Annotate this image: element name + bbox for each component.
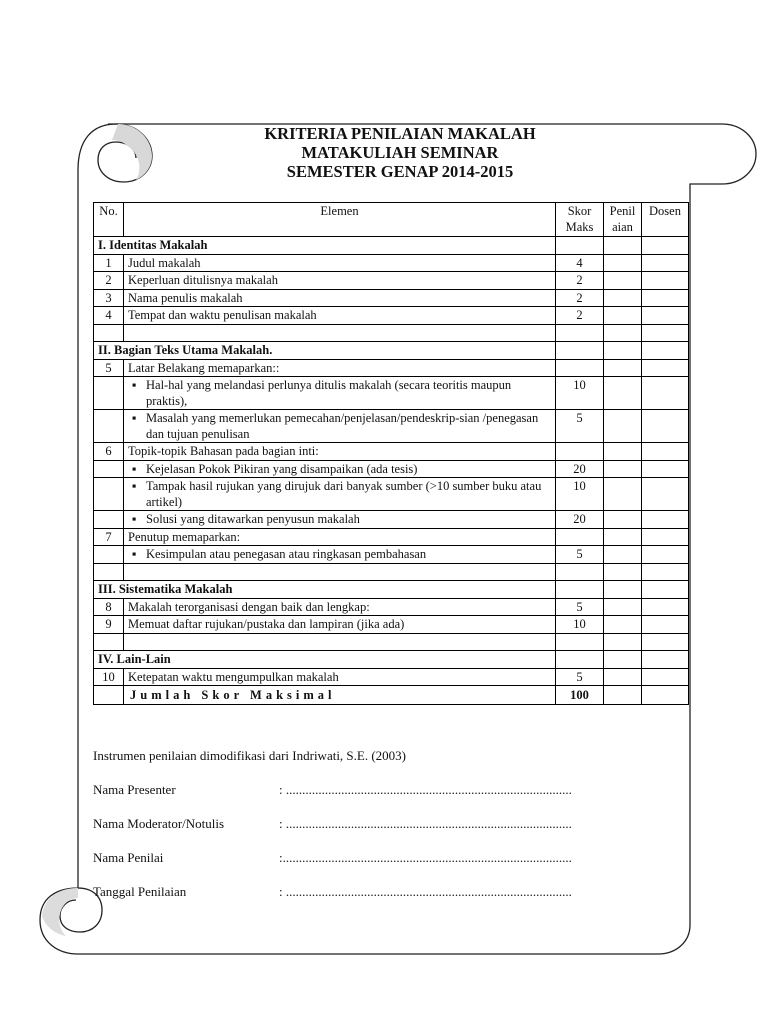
row-elemen-text: Ketepatan waktu mengumpulkan makalah	[128, 669, 339, 684]
form-field-blank: :.........................................................................................	[279, 850, 572, 865]
bullet-item-text: ▪ Kesimpulan atau penegasan atau ringkasan pembahasan	[128, 546, 551, 562]
row-penilaian	[604, 633, 642, 651]
row-elemen	[124, 377, 556, 410]
row-penilaian	[604, 686, 642, 705]
table-row	[94, 546, 689, 564]
row-penilaian	[604, 598, 642, 616]
form-field-label: Nama Presenter	[93, 782, 176, 797]
row-elemen	[124, 668, 556, 686]
row-penilaian	[604, 272, 642, 290]
row-elemen	[124, 254, 556, 272]
row-penilaian	[604, 377, 642, 410]
row-skor: 5	[556, 546, 604, 564]
row-penilaian	[604, 563, 642, 581]
row-penilaian	[604, 511, 642, 529]
bullet-item-text: ▪ Hal-hal yang melandasi perlunya ditulis makalah (secara teoritis maupun praktis),	[128, 377, 551, 409]
row-no: 4	[94, 307, 124, 325]
section-heading-row	[94, 581, 689, 599]
row-penilaian	[604, 237, 642, 255]
row-no	[94, 410, 124, 443]
row-penilaian	[604, 581, 642, 599]
row-penilaian	[604, 254, 642, 272]
table-row	[94, 410, 689, 443]
row-penilaian	[604, 528, 642, 546]
form-field	[93, 884, 572, 900]
row-dosen	[642, 598, 689, 616]
row-penilaian	[604, 307, 642, 325]
row-dosen	[642, 307, 689, 325]
row-dosen	[642, 359, 689, 377]
header-dosen: Dosen	[642, 203, 689, 237]
row-elemen	[124, 307, 556, 325]
row-dosen	[642, 410, 689, 443]
row-elemen	[124, 528, 556, 546]
criteria-table	[93, 202, 689, 705]
row-skor	[556, 342, 604, 360]
row-no: 10	[94, 668, 124, 686]
form-field	[93, 850, 572, 866]
row-penilaian	[604, 668, 642, 686]
row-elemen-text: Keperluan ditulisnya makalah	[128, 273, 278, 287]
row-skor	[556, 651, 604, 669]
form-field-label: Nama Penilai	[93, 850, 164, 865]
row-dosen	[642, 272, 689, 290]
section-heading-row	[94, 342, 689, 360]
row-skor: 5	[556, 410, 604, 443]
row-skor: 20	[556, 460, 604, 478]
header-skor: Skor Maks	[556, 203, 604, 237]
document-title-line1: KRITERIA PENILAIAN MAKALAH	[264, 124, 536, 143]
row-elemen-text: Judul makalah	[128, 255, 201, 270]
table-row	[94, 359, 689, 377]
row-no: 5	[94, 359, 124, 377]
table-spacer-row	[94, 563, 689, 581]
table-row	[94, 478, 689, 511]
header-elemen: Elemen	[124, 203, 556, 237]
row-skor: 5	[556, 598, 604, 616]
table-spacer-row	[94, 324, 689, 342]
row-no: 6	[94, 443, 124, 461]
row-skor: 5	[556, 668, 604, 686]
row-no	[94, 478, 124, 511]
row-no	[94, 511, 124, 529]
row-penilaian	[604, 443, 642, 461]
row-penilaian	[604, 460, 642, 478]
row-elemen-text: Memuat daftar rujukan/pustaka dan lampiran (jika ada)	[128, 617, 405, 631]
row-elemen	[124, 633, 556, 651]
form-field-label: Tanggal Penilaian	[93, 884, 187, 899]
table-row	[94, 668, 689, 686]
row-elemen	[124, 443, 556, 461]
form-field-blank: : ........................................................................................	[279, 816, 572, 831]
row-dosen	[642, 254, 689, 272]
table-row	[94, 289, 689, 307]
row-penilaian	[604, 410, 642, 443]
row-elemen	[124, 546, 556, 564]
row-skor	[556, 528, 604, 546]
total-row	[94, 686, 689, 705]
row-skor	[556, 324, 604, 342]
row-penilaian	[604, 478, 642, 511]
row-dosen	[642, 289, 689, 307]
section-heading: III. Sistematika Makalah	[94, 581, 556, 599]
row-elemen	[124, 460, 556, 478]
section-heading: IV. Lain-Lain	[94, 651, 556, 669]
row-penilaian	[604, 342, 642, 360]
row-elemen-text: Latar Belakang memaparkan::	[128, 360, 280, 375]
row-skor	[556, 443, 604, 461]
row-skor	[556, 237, 604, 255]
row-dosen	[642, 686, 689, 705]
row-elemen-text: Penutup memaparkan:	[128, 529, 241, 544]
table-row	[94, 443, 689, 461]
row-elemen-text: Nama penulis makalah	[128, 290, 243, 305]
row-elemen-text: Makalah terorganisasi dengan baik dan lengkap:	[128, 599, 370, 614]
row-elemen	[124, 563, 556, 581]
row-skor	[556, 563, 604, 581]
table-row	[94, 254, 689, 272]
row-skor: 10	[556, 616, 604, 634]
row-no	[94, 563, 124, 581]
row-elemen-text: Topik-topik Bahasan pada bagian inti:	[128, 444, 319, 458]
row-dosen	[642, 342, 689, 360]
row-dosen	[642, 528, 689, 546]
row-no: 8	[94, 598, 124, 616]
row-dosen	[642, 237, 689, 255]
table-row	[94, 598, 689, 616]
bullet-item-text: ▪ Masalah yang memerlukan pemecahan/penjelasan/pendeskrip-sian /penegasan dan tujuan penulisan	[128, 410, 551, 442]
row-elemen	[124, 511, 556, 529]
row-elemen	[124, 478, 556, 511]
row-no	[94, 460, 124, 478]
document-title-line3: SEMESTER GENAP 2014-2015	[286, 162, 514, 181]
row-no	[94, 324, 124, 342]
total-value: 100	[556, 686, 604, 705]
table-row	[94, 511, 689, 529]
row-dosen	[642, 616, 689, 634]
source-note: Instrumen penilaian dimodifikasi dari Indriwati, S.E. (2003)	[93, 748, 407, 763]
row-elemen	[124, 410, 556, 443]
row-penilaian	[604, 546, 642, 564]
row-dosen	[642, 668, 689, 686]
table-row	[94, 528, 689, 546]
row-dosen	[642, 460, 689, 478]
table-row	[94, 616, 689, 634]
document-title-line2: MATAKULIAH SEMINAR	[301, 143, 499, 162]
row-dosen	[642, 511, 689, 529]
table-spacer-row	[94, 633, 689, 651]
row-no: 9	[94, 616, 124, 634]
section-heading-row	[94, 237, 689, 255]
section-heading: I. Identitas Makalah	[94, 237, 556, 255]
row-elemen	[124, 359, 556, 377]
row-skor: 2	[556, 289, 604, 307]
row-dosen	[642, 377, 689, 410]
row-penilaian	[604, 651, 642, 669]
table-row	[94, 307, 689, 325]
row-elemen	[124, 324, 556, 342]
table-row	[94, 377, 689, 410]
row-penilaian	[604, 324, 642, 342]
row-elemen	[124, 598, 556, 616]
row-no	[94, 686, 124, 705]
form-field-blank: : ........................................................................................	[279, 884, 572, 899]
bullet-item-text: ▪ Kejelasan Pokok Pikiran yang disampaikan (ada tesis)	[128, 461, 551, 477]
row-skor: 2	[556, 272, 604, 290]
row-penilaian	[604, 359, 642, 377]
row-dosen	[642, 633, 689, 651]
row-dosen	[642, 581, 689, 599]
row-no: 3	[94, 289, 124, 307]
row-dosen	[642, 443, 689, 461]
row-skor: 20	[556, 511, 604, 529]
row-skor	[556, 633, 604, 651]
row-no	[94, 377, 124, 410]
form-field-label: Nama Moderator/Notulis	[93, 816, 225, 831]
row-no	[94, 633, 124, 651]
row-skor	[556, 581, 604, 599]
row-no: 1	[94, 254, 124, 272]
section-heading-row	[94, 651, 689, 669]
row-elemen	[124, 616, 556, 634]
row-dosen	[642, 478, 689, 511]
bullet-item-text: ▪ Tampak hasil rujukan yang dirujuk dari banyak sumber (>10 sumber buku atau artikel)	[128, 478, 551, 510]
row-dosen	[642, 546, 689, 564]
table-header-row	[94, 203, 689, 237]
bullet-item-text: ▪ Solusi yang ditawarkan penyusun makalah	[128, 511, 551, 527]
section-heading: II. Bagian Teks Utama Makalah.	[94, 342, 556, 360]
form-field-blank: : ........................................................................................	[279, 782, 572, 797]
row-penilaian	[604, 289, 642, 307]
row-skor: 4	[556, 254, 604, 272]
row-elemen	[124, 272, 556, 290]
table-row	[94, 272, 689, 290]
row-penilaian	[604, 616, 642, 634]
row-dosen	[642, 563, 689, 581]
form-field	[93, 782, 572, 798]
row-dosen	[642, 651, 689, 669]
header-penilaian: Penil aian	[604, 203, 642, 237]
row-no	[94, 546, 124, 564]
header-no: No.	[94, 203, 124, 237]
row-dosen	[642, 324, 689, 342]
form-field	[93, 816, 572, 832]
table-row	[94, 460, 689, 478]
row-skor: 2	[556, 307, 604, 325]
row-skor: 10	[556, 377, 604, 410]
row-elemen	[124, 289, 556, 307]
row-no: 7	[94, 528, 124, 546]
row-skor: 10	[556, 478, 604, 511]
row-skor	[556, 359, 604, 377]
row-no: 2	[94, 272, 124, 290]
row-elemen-text: Tempat dan waktu penulisan makalah	[128, 308, 317, 322]
total-label: Jumlah Skor Maksimal	[124, 686, 556, 705]
